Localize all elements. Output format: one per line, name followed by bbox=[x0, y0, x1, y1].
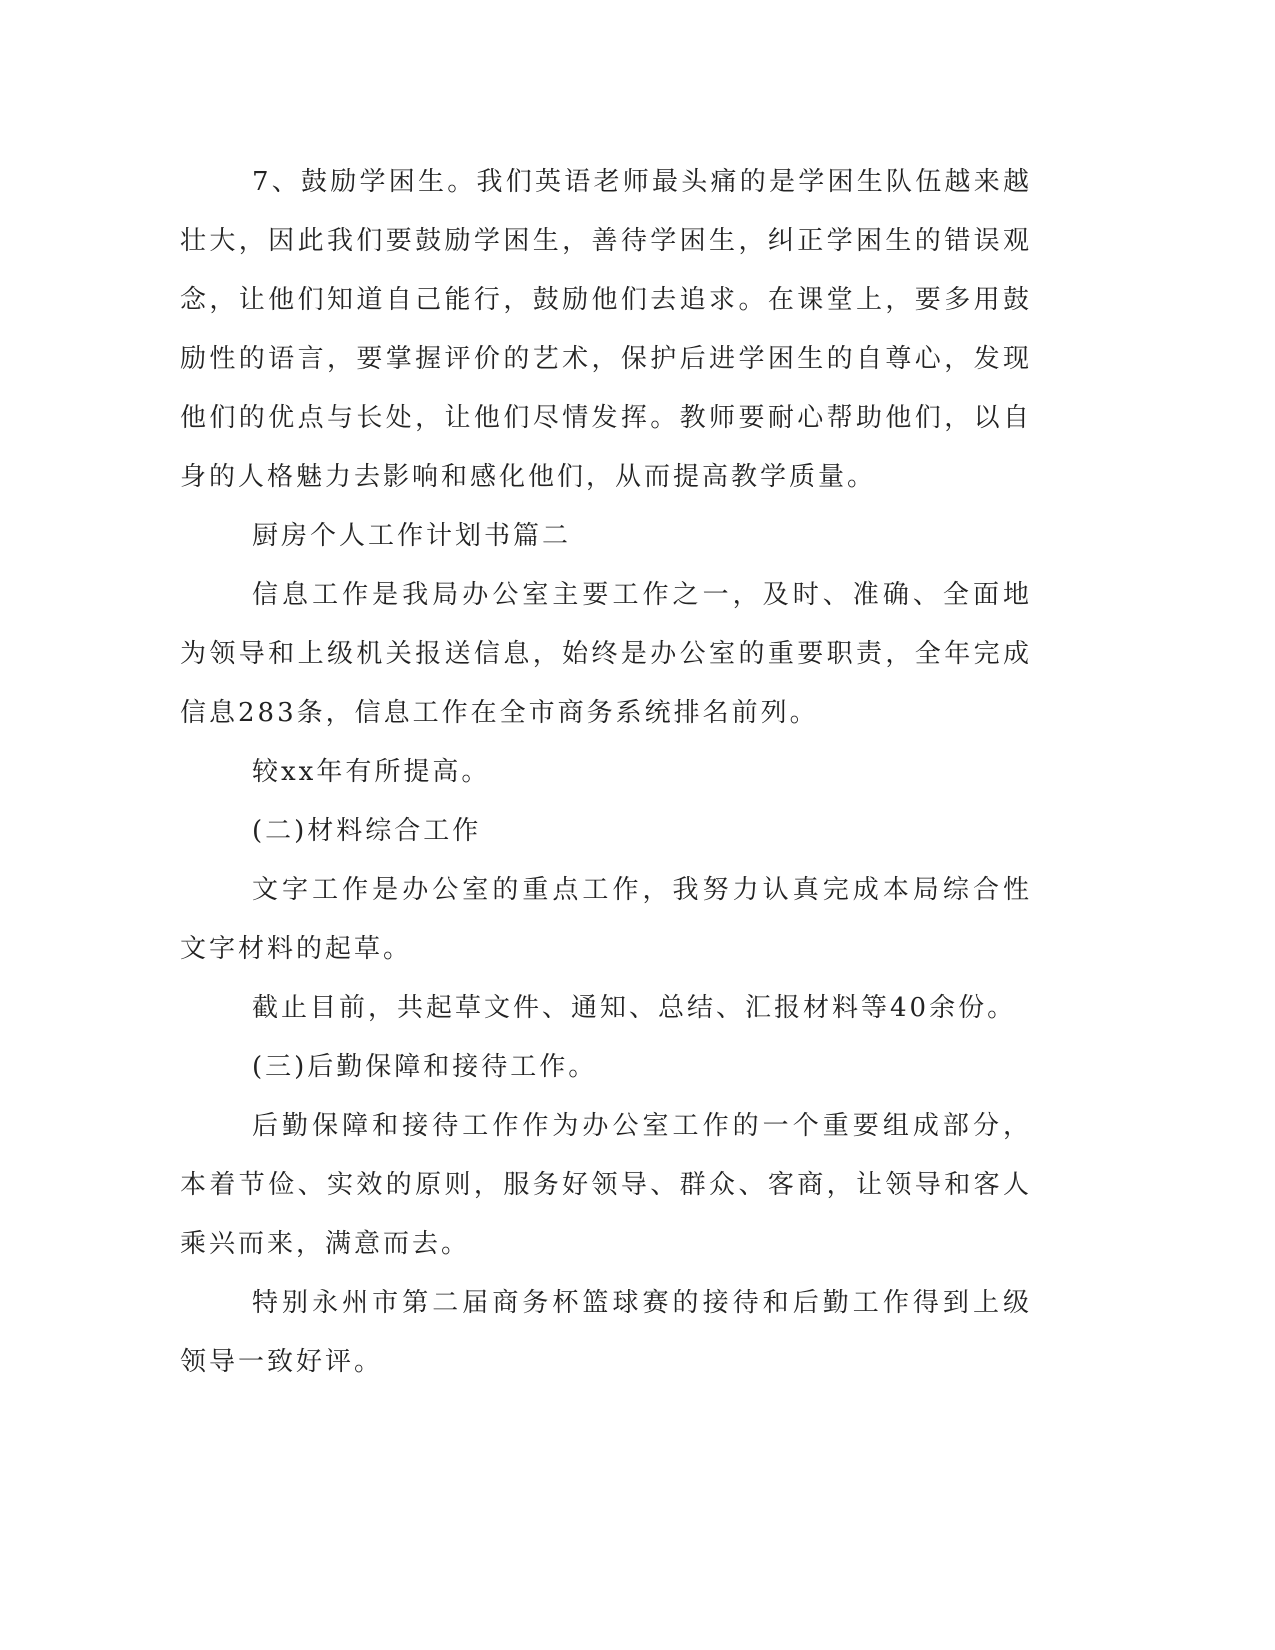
paragraph-information-work: 信息工作是我局办公室主要工作之一，及时、准确、全面地为领导和上级机关报送信息，始终是办公室的重要职责，全年完成信息283条，信息工作在全市商务系统排名前列。 bbox=[180, 580, 1032, 728]
paragraph-logistics-reception: 后勤保障和接待工作作为办公室工作的一个重要组成部分，本着节俭、实效的原则，服务好领导、群众、客商，让领导和客人乘兴而来，满意而去。 bbox=[180, 1111, 1032, 1259]
paragraph-encourage-students: 7、鼓励学困生。我们英语老师最头痛的是学困生队伍越来越壮大，因此我们要鼓励学困生，善待学困生，纠正学困生的错误观念，让他们知道自己能行，鼓励他们去追求。在课堂上，要多用鼓励性的语言，要掌握评价的艺术，保护后进学困生的自尊心，发现他们的优点与长处，让他们尽情发挥。教师要耐心帮助他们，以自身的人格魅力去影响和感化他们，从而提高教学质量。 bbox=[180, 167, 1032, 492]
paragraph-improvement: 较xx年有所提高。 bbox=[252, 757, 491, 787]
document-body bbox=[180, 153, 1032, 1392]
heading-logistics-work: (三)后勤保障和接待工作。 bbox=[252, 1052, 598, 1082]
heading-materials-work: (二)材料综合工作 bbox=[252, 816, 482, 846]
paragraph-basketball-event: 特别永州市第二届商务杯篮球赛的接待和后勤工作得到上级领导一致好评。 bbox=[180, 1288, 1032, 1377]
paragraph-drafted-count: 截止目前，共起草文件、通知、总结、汇报材料等40余份。 bbox=[252, 993, 1017, 1023]
section-title-kitchen-plan: 厨房个人工作计划书篇二 bbox=[252, 521, 572, 551]
paragraph-writing-work: 文字工作是办公室的重点工作，我努力认真完成本局综合性文字材料的起草。 bbox=[180, 875, 1032, 964]
